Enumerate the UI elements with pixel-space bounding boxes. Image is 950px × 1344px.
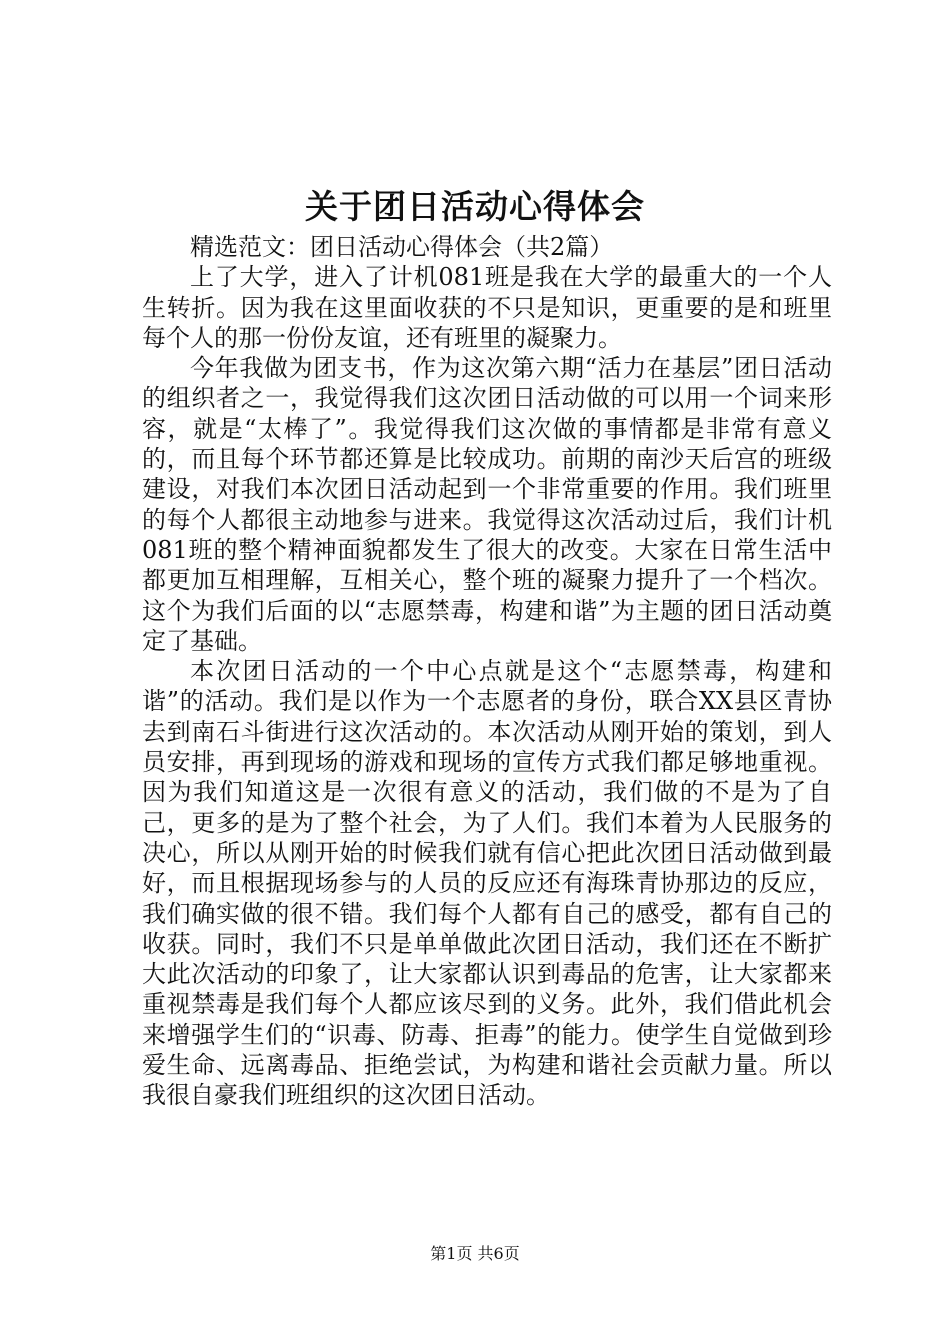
paragraph-2: 今年我做为团支书，作为这次第六期“活力在基层”团日活动的组织者之一，我觉得我们这次团日活动做的可以用一个词来形容，就是“太棒了”。我觉得我们这次做的事情都是非常有意义的，而且每个环节都还算是比较成功。前期的南沙天后宫的班级建设，对我们本次团日活动起到一个非常重要的作用。我们班里的每个人都很主动地参与进来。我觉得这次活动过后，我们计机081班的整个精神面貌都发生了很大的改变。大家在日常生活中都更加互相理解，互相关心，整个班的凝聚力提升了一个档次。这个为我们后面的以“志愿禁毒，构建和谐”为主题的团日活动奠定了基础。 [142,354,832,655]
document-title: 关于团日活动心得体会 [305,187,645,226]
page-footer: 第1页 共6页 [430,1244,520,1263]
document-body [142,232,832,1111]
paragraph-1: 上了大学，进入了计机081班是我在大学的最重大的一个人生转折。因为我在这里面收获的不只是知识，更重要的是和班里每个人的那一份份友谊，还有班里的凝聚力。 [142,263,832,352]
intro-line: 精选范文：团日活动心得体会（共2篇） [190,233,614,261]
paragraph-3: 本次团日活动的一个中心点就是这个“志愿禁毒，构建和谐”的活动。我们是以作为一个志愿者的身份，联合XX县区青协去到南石斗街进行这次活动的。本次活动从刚开始的策划，到人员安排，再到现场的游戏和现场的宣传方式我们都足够地重视。因为我们知道这是一次很有意义的活动，我们做的不是为了自己，更多的是为了整个社会，为了人们。我们本着为人民服务的决心，所以从刚开始的时候我们就有信心把此次团日活动做到最好，而且根据现场参与的人员的反应还有海珠青协那边的反应，我们确实做的很不错。我们每个人都有自己的感受，都有自己的收获。同时，我们不只是单单做此次团日活动，我们还在不断扩大此次活动的印象了，让大家都认识到毒品的危害，让大家都来重视禁毒是我们每个人都应该尽到的义务。此外，我们借此机会来增强学生们的“识毒、防毒、拒毒”的能力。使学生自觉做到珍爱生命、远离毒品、拒绝尝试，为构建和谐社会贡献力量。所以我很自豪我们班组织的这次团日活动。 [142,657,832,1110]
